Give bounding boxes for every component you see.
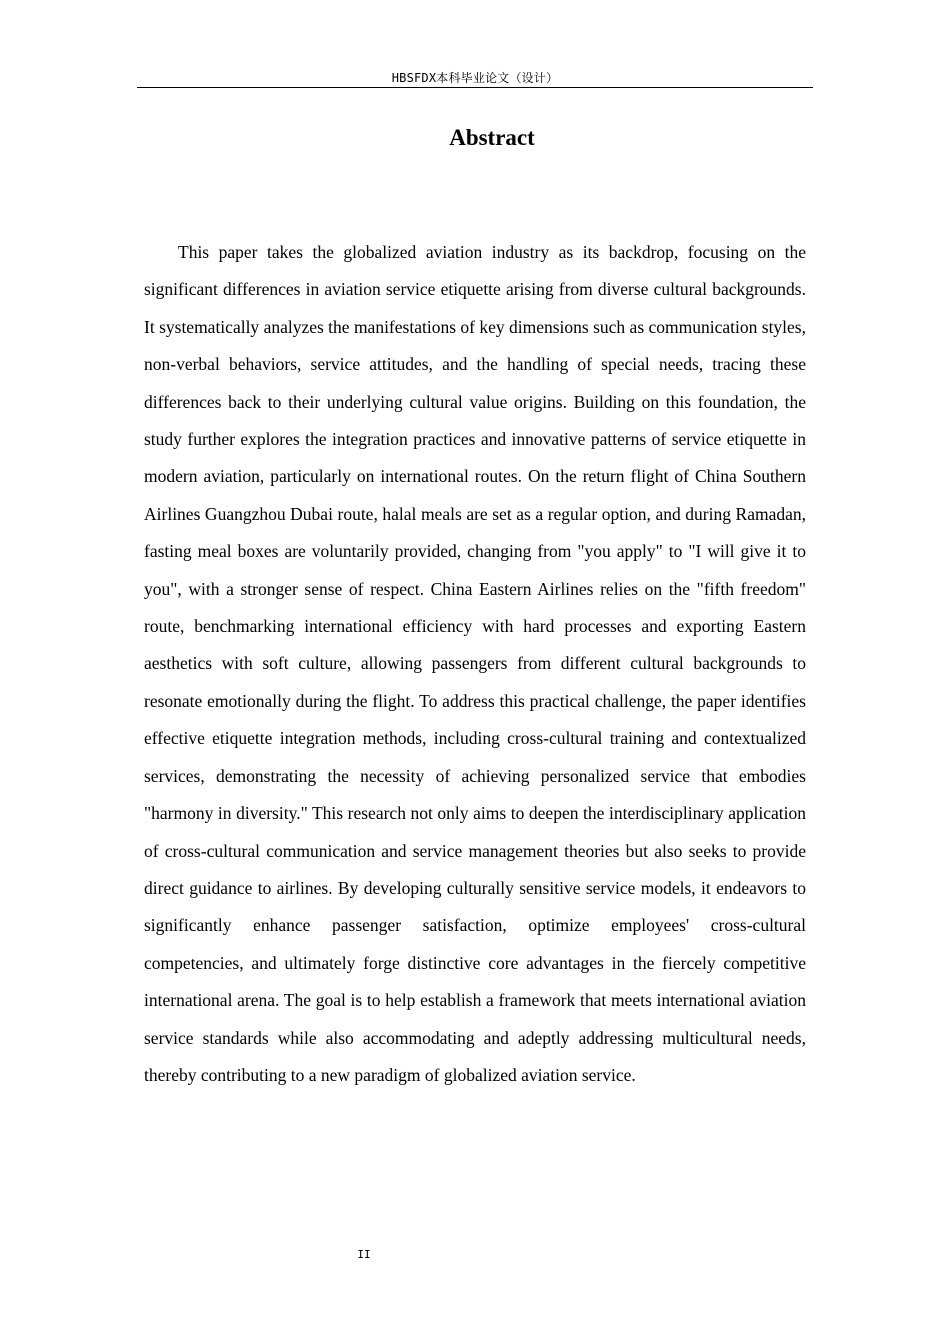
abstract-body: This paper takes the globalized aviation industry as its backdrop, focusing on the significant differences in aviation service etiquette arising from diverse cultural backgrounds. It systematically analyzes the manifestations of key dimensions such as communication styles, non-verbal behaviors, service attitudes, and the handling of special needs, tracing these differences back to their underlying cultural value origins. Building on this foundation, the study further explores the integration practices and innovative patterns of service etiquette in modern aviation, particularly on international routes. On the return flight of China Southern Airlines Guangzhou Dubai route, halal meals are set as a regular option, and during Ramadan, fasting meal boxes are voluntarily provided, changing from "you apply" to "I will give it to you", with a stronger sense of respect. China Eastern Airlines relies on the "fifth freedom" route, benchmarking international efficiency with hard processes and exporting Eastern aesthetics with soft culture, allowing passengers from different cultural backgrounds to resonate emotionally during the flight. To address this practical challenge, the paper identifies effective etiquette integration methods, including cross-cultural training and contextualized services, demonstrating the necessity of achieving personalized service that embodies "harmony in diversity." This research not only aims to deepen the interdisciplinary application of cross-cultural communication and service management theories but also seeks to provide direct guidance to airlines. By developing culturally sensitive service models, it endeavors to significantly enhance passenger satisfaction, optimize employees' cross-cultural competencies, and ultimately forge distinctive core advantages in the fiercely competitive international arena. The goal is to help establish a framework that meets international aviation service standards while also accommodating and adeptly addressing multicultural needs, thereby contributing to a new paradigm of globalized aviation service.: [144, 242, 806, 1085]
header-rule: [137, 87, 813, 88]
running-header: HBSFDX本科毕业论文（设计）: [391, 71, 559, 85]
page-number: II: [357, 1248, 371, 1261]
abstract-title: Abstract: [449, 125, 535, 150]
